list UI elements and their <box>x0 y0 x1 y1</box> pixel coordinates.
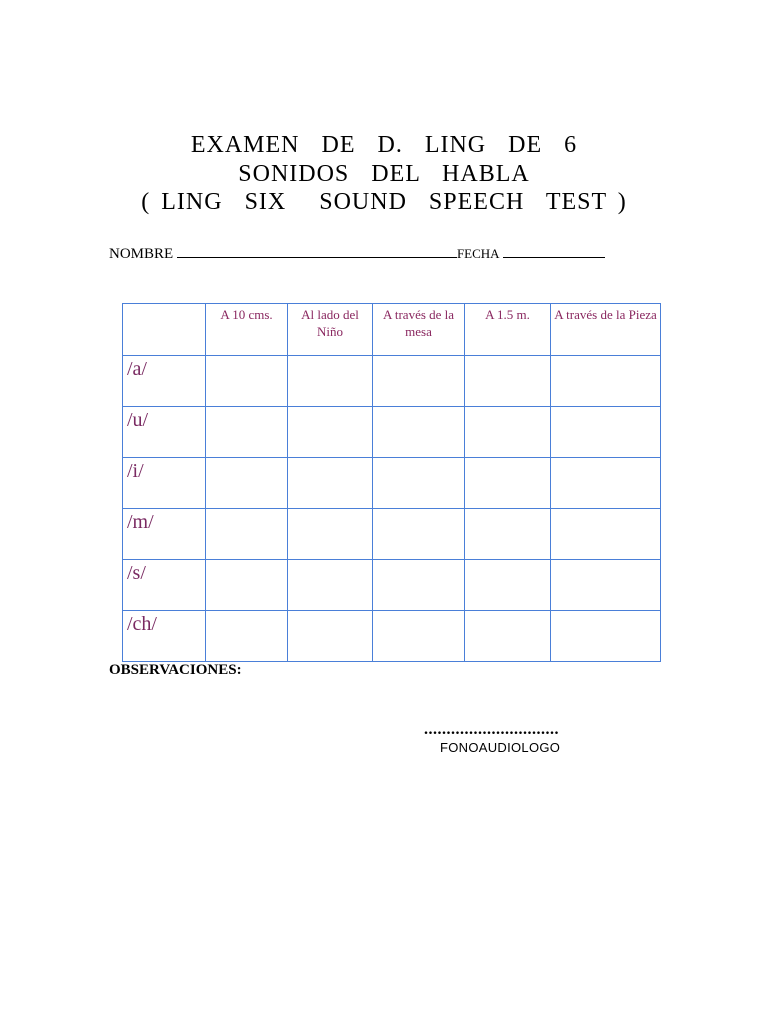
title-line-3: ( LING SIX SOUND SPEECH TEST ) <box>141 189 627 215</box>
sound-cell: /s/ <box>123 560 206 611</box>
response-cell[interactable] <box>373 356 465 407</box>
response-cell[interactable] <box>206 509 288 560</box>
response-cell[interactable] <box>373 407 465 458</box>
response-cell[interactable] <box>206 356 288 407</box>
response-cell[interactable] <box>373 560 465 611</box>
response-cell[interactable] <box>465 611 551 662</box>
response-cell[interactable] <box>465 509 551 560</box>
table-row <box>123 509 661 560</box>
response-cell[interactable] <box>551 407 661 458</box>
table-row <box>123 458 661 509</box>
sound-cell: /m/ <box>123 509 206 560</box>
table-row <box>123 356 661 407</box>
header-cell-1-5m: A 1.5 m. <box>465 304 551 356</box>
table-row <box>123 611 661 662</box>
header-cell-pieza: A través de la Pieza <box>551 304 661 356</box>
response-cell[interactable] <box>288 560 373 611</box>
header-cell-empty <box>123 304 206 356</box>
header-cell-al-lado: Al lado del Niño <box>288 304 373 356</box>
ling-test-table <box>122 303 661 662</box>
title-line-1: EXAMEN DE D. LING DE 6 <box>190 132 578 158</box>
response-cell[interactable] <box>288 509 373 560</box>
response-cell[interactable] <box>551 560 661 611</box>
fecha-field[interactable] <box>503 243 605 258</box>
name-date-line <box>109 243 605 263</box>
response-cell[interactable] <box>206 560 288 611</box>
fecha-label: FECHA <box>456 246 500 261</box>
response-cell[interactable] <box>551 458 661 509</box>
header-cell-mesa: A través de la mesa <box>373 304 465 356</box>
response-cell[interactable] <box>288 356 373 407</box>
response-cell[interactable] <box>206 458 288 509</box>
observaciones-label: OBSERVACIONES: <box>109 662 242 678</box>
response-cell[interactable] <box>465 407 551 458</box>
table-header-row <box>123 304 661 356</box>
response-cell[interactable] <box>465 458 551 509</box>
sound-cell: /u/ <box>123 407 206 458</box>
response-cell[interactable] <box>551 509 661 560</box>
response-cell[interactable] <box>373 509 465 560</box>
response-cell[interactable] <box>288 458 373 509</box>
response-cell[interactable] <box>206 611 288 662</box>
nombre-label: NOMBRE <box>109 246 174 262</box>
response-cell[interactable] <box>551 356 661 407</box>
response-cell[interactable] <box>206 407 288 458</box>
title-line-2: SONIDOS DEL HABLA <box>238 161 530 187</box>
response-cell[interactable] <box>288 611 373 662</box>
nombre-field[interactable] <box>177 243 457 258</box>
response-cell[interactable] <box>551 611 661 662</box>
response-cell[interactable] <box>465 560 551 611</box>
signature-line: .............................. <box>424 721 559 738</box>
header-cell-10cms: A 10 cms. <box>206 304 288 356</box>
sound-cell: /a/ <box>123 356 206 407</box>
sound-cell: /ch/ <box>123 611 206 662</box>
signature-role: FONOAUDIOLOGO <box>440 740 561 755</box>
sound-cell: /i/ <box>123 458 206 509</box>
response-cell[interactable] <box>373 458 465 509</box>
table-row <box>123 560 661 611</box>
response-cell[interactable] <box>465 356 551 407</box>
response-cell[interactable] <box>373 611 465 662</box>
table-row <box>123 407 661 458</box>
response-cell[interactable] <box>288 407 373 458</box>
